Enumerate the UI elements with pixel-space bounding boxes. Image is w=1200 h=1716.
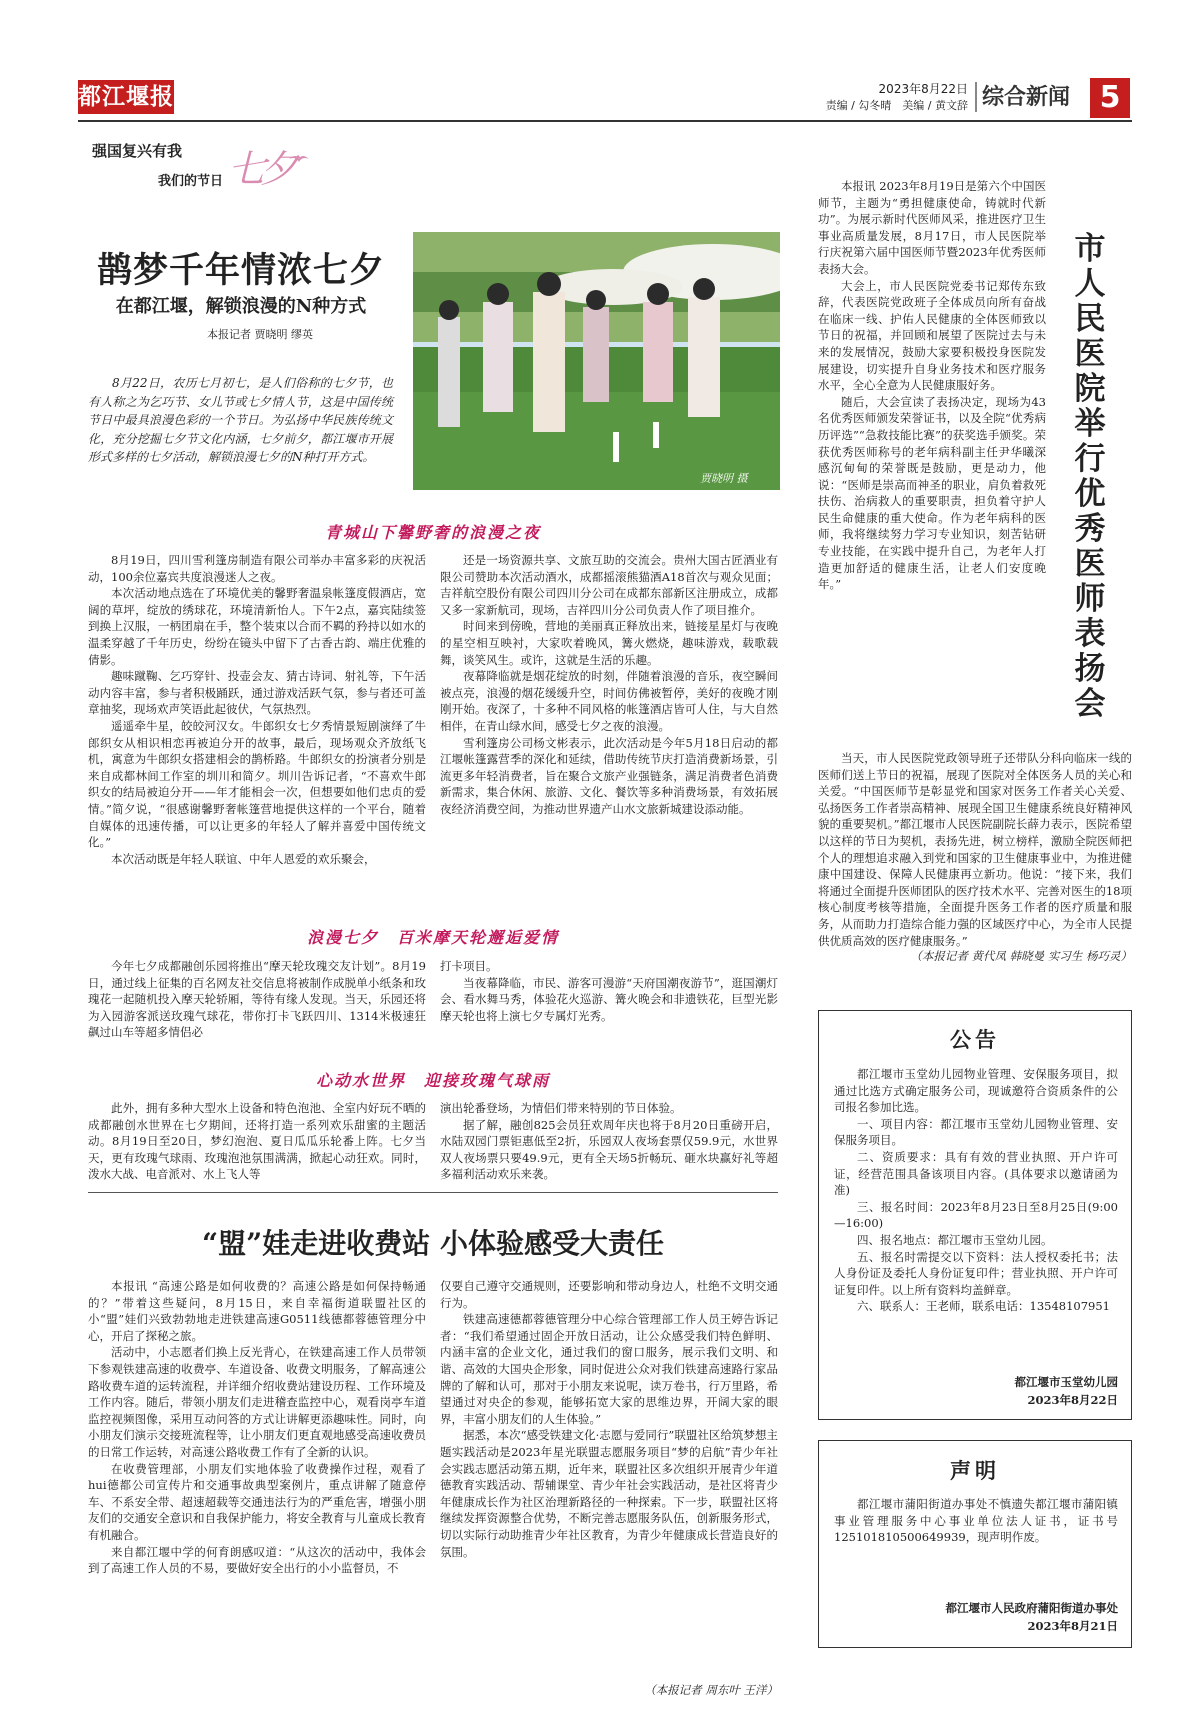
doctors-col2 [818,750,1132,949]
doctors-title: 市人民医院举行优秀医师表扬会 [1074,231,1106,722]
page-number: 5 [1090,78,1130,118]
qixi-sec3-right [440,1100,778,1183]
issue-date: 2023年8月22日 [878,82,968,96]
paragraph: 时间来到傍晚，营地的美丽真正释放出来，链接星星灯与夜晚的星空相互映衬，大家吹着晚风，篝火燃烧，趣味游戏，载歌载舞，谈笑风生。或许，这就是生活的乐趣。 [440,619,778,667]
qixi-title: 鹊梦千年情浓七夕 [96,250,385,291]
paragraph: 据悉，本次“感受铁建文化·志愿与爱同行”联盟社区给筑梦想主题实践活动是2023年星光联盟志愿服务项目“梦的启航”青少年社会实践志愿活动第五期，近年来，联盟社区多次组织开展青少年道德教育实践活动、帮辅课堂、青少年社会实践活动，是社区将青少年健康成长作为社区治理新路径的一种探索。下一步，联盟社区将继续发挥资源整合优势，不断完善志愿服务队伍，创新服务形式，切以实际行动助推青少年社区教育，为青少年健康成长营造良好的氛围。 [440,1428,778,1559]
paragraph: 五、报名时需提交以下资料：法人授权委托书；法人身份证及委托人身份证复印件；营业执照、开户许可证复印件。以上所有资料均盖鲜章。 [834,1249,1118,1297]
qixi-art-char: 七夕 [228,147,293,191]
paragraph: 铁建高速德都蓉德管理分中心综合管理部工作人员王婷告诉记者：“我们希望通过固企开放日活动，让公众感受我们特色鲜明、内涵丰富的企业文化，通过我们的窗口服务，展示我们文明、和谐、高效的大国央企形象，同时促进公众对我们铁建高速路行家品牌的了解和认可，那对于小朋友来说呢，读万卷书，行万里路，希望通过对央企的参观，能够拓宽大家的思维边界，开阔大家的眼界，丰富小朋友们的人生体验。” [440,1312,778,1426]
paragraph: 还是一场资源共享、文旅互助的交流会。贵州大国古匠酒业有限公司赞助本次活动酒水，成都摇滚熊猫酒A18首次与观众见面；吉祥航空股份有限公司四川分公司在成都东部新区注册成立，成都又多一家新航司，现场，吉祥四川分公司负责人作了项目推介。 [440,553,778,617]
notice-title: 公告 [950,1027,1000,1052]
notice-date: 2023年8月22日 [1027,1393,1118,1407]
paragraph: 雪利篷房公司杨文彬表示，此次活动是今年5月18日启动的都江堰帐篷露营季的深化和延续，借助传统节庆打造消费新场景，引流更多年轻消费者，旨在聚合文旅产业强链条，满足消费者色消费新需求，集合休闲、旅游、文化、餐饮等多种消费场景，有效拓展夜经济消费空间，为推动世界遗产山水文旅新城建设添动能。 [440,735,778,816]
paragraph: 本报讯 2023年8月19日是第六个中国医师节，主题为“勇担健康使命，铸就时代新功”。为展示新时代医师风采，推进医疗卫生事业高质量发展，8月17日，市人民医院举行庆祝第六届中国医师节暨2023年优秀医师表扬大会。 [818,179,1046,276]
toll-byline: （本报记者 周东叶 王洋） [644,1683,778,1697]
qixi-subtitle: 在都江堰，解锁浪漫的N种方式 [115,296,367,317]
paragraph: 本次活动地点选在了环境优美的馨野奢温泉帐篷度假酒店，宽阔的草坪，绽放的绣球花，环境清新怡人。下午2点，嘉宾陆续签到换上汉服，一柄团扇在手，整个装束以合而不羁的矜持以如水的温柔穿越了千年历史，纷纷在镜头中留下了古香古韵、端庄优雅的倩影。 [88,586,426,667]
doctors-byline: （本报记者 黄代凤 韩晓曼 实习生 杨巧灵） [910,949,1132,963]
banner-line1: 强国复兴有我 [92,142,183,160]
paragraph: 夜幕降临就是烟花绽放的时刻，伴随着浪漫的音乐，夜空瞬间被点亮，浪漫的烟花缓缓升空，时间仿佛被暂停，美好的夜晚才刚刚开始。夜深了，十多种不同风格的帐篷酒店皆可人住，与大自然相伴，在青山绿水间，感受七夕之夜的浪漫。 [440,669,778,733]
statement-date: 2023年8月21日 [1027,1619,1118,1633]
statement-text [834,1496,1118,1546]
header-rule [78,120,1132,122]
editors: 责编 / 勾冬晴 美编 / 黄文辞 [825,99,968,112]
paragraph: 四、报名地点：都江堰市玉堂幼儿园。 [857,1232,1053,1247]
header-divider [975,82,977,112]
qixi-sec3-left [88,1100,426,1183]
qixi-sec1-left [88,552,426,867]
paragraph: 据了解，融创825会员狂欢周年庆也将于8月20日重磅开启，水陆双园门票钜惠低至2折，乐园双人夜场套票仅59.9元，水世界双人夜场票只要49.9元，更有全天场5折畅玩、砸水块赢好礼等超多福利活动欢乐来袭。 [440,1117,778,1182]
notice-org: 都江堰市玉堂幼儿园 [1014,1375,1118,1389]
paragraph: 都江堰市蒲阳街道办事处不慎遗失都江堰市蒲阳镇事业管理服务中心事业单位法人证书，证书号125101810500649939，现声明作废。 [834,1497,1118,1545]
statement-title: 声明 [950,1458,1000,1483]
section-name: 综合新闻 [982,84,1071,110]
qixi-sec2-right [440,958,778,1024]
paragraph: 当天，市人民医院党政领导班子还带队分科向临床一线的医师们送上节日的祝福，展现了医院对全体医务人员的关心和关爱。“中国医师节是彰显党和国家对医务工作者关心关爱、弘扬医务工作者崇高精神、展现全国卫生健康系统良好精神风貌的重要契机。”都江堰市人民医院副院长薛力表示，医院希望以这样的节日为契机，表扬先进，树立榜样，激励全院医师把个人的理想追求融入到党和国家的卫生健康事业中，为推进健康中国建设、保障人民健康再立新功。他说：“接下来，我们将通过全面提升医师团队的医疗技术水平、完善对医生的18项核心制度考核等措施，全面提升医务工作者的医疗质量和服务，从而助力打造综合能力强的区域医疗中心，为全市人民提供优质高效的医疗健康服务。” [818,751,1132,948]
paragraph: 一、项目内容：都江堰市玉堂幼儿园物业管理、安保服务项目。 [834,1116,1118,1148]
paragraph: 本次活动既是年轻人联谊、中年人恩爱的欢乐聚会， [111,851,376,866]
qixi-subheading-3: 心动水世界 迎接玫瑰气球雨 [315,1071,550,1090]
paragraph: 六、联系人：王老师，联系电话：13548107951 [857,1299,1110,1314]
logo-text: 都江堰报 [78,83,174,110]
paragraph: 8月19日，四川雪利篷房制造有限公司举办丰富多彩的庆祝活动，100余位嘉宾共度浪漫迷人之夜。 [88,553,426,584]
paragraph: 此外，拥有多种大型水上设备和特色泡池、全室内好玩不晒的成都融创水世界在七夕期间，还将打造一系列欢乐甜蜜的主题活动。8月19日至20日，梦幻泡泡、夏日瓜瓜乐轮番上阵。七夕当天，更有玫瑰气球雨、玫瑰泡池氛围满满，掀起心动狂欢。同时，泼水大战、电音派对、水上飞人等 [88,1101,426,1182]
toll-title: “盟”娃走进收费站 小体验感受大责任 [202,1227,664,1260]
paragraph: 当夜幕降临，市民、游客可漫游“天府国潮夜游节”，逛国潮灯会、看水舞马秀，体验花火巡游、篝火晚会和非遗铁花，巨型光影摩天轮也将上演七夕专属灯光秀。 [440,975,778,1023]
paragraph: 打卡项目。 [440,959,498,973]
statement-org: 都江堰市人民政府蒲阳街道办事处 [945,1601,1118,1615]
qixi-sec2-left [88,958,426,1041]
paragraph: 在收费管理部，小朋友们实地体验了收费操作过程，观看了hui德都公司宣传片和交通事故典型案例片，重点讲解了随意停车、不系安全带、超速超载等交通违法行为的严重危害，增强小朋友们的交通安全意识和自我保护能力，将安全教育与儿童成长教育有机融合。 [88,1461,426,1542]
paragraph: 活动中，小志愿者们换上反光背心，在铁建高速工作人员带领下参观铁建高速的收费亭、车道设备、收费文明服务，了解高速公路收费车道的运转流程，并详细介绍收费站建设历程、工作环境及工作内容。随后，带领小朋友们走进稽查监控中心，观看岗亭车道监控视频图像，采用互动问答的方式让讲解更添趣味性。同时，向小朋友们演示交接班流程等，让小朋友们更直观地感受高速收费员的日常工作运转，对高速公路收费工作有了全新的认识。 [88,1345,426,1459]
paragraph: 三、报名时间：2023年8月23日至8月25日(9:00—16:00) [834,1199,1118,1231]
qixi-subheading-2: 浪漫七夕 百米摩天轮邂逅爱情 [306,928,559,947]
banner-line2: 我们的节日 [158,174,224,189]
doctors-col1 [818,178,1046,593]
qixi-lead: 8月22日，农历七月初七，是人们俗称的七夕节，也有人称之为乞巧节、女儿节或七夕情人节，这是中国传统节日中最具浪漫色彩的一个节日。为弘扬中华民族传统文化，充分挖掘七夕节文化内涵，七夕前夕，都江堰市开展形式多样的七夕活动，解锁浪漫七夕的N种打开方式。 [88,376,393,465]
paragraph: 演出轮番登场，为情侣们带来特别的节日体验。 [440,1101,682,1115]
photo-caption: 贾晓明 摄 [700,472,748,485]
paragraph: 随后，大会宣读了表扬决定，现场为43名优秀医师颁发荣誉证书，以及全院“优秀病历评选”“急救技能比赛”的获奖选手颁奖。荣获优秀医师称号的老年病科副主任尹华曦深感沉甸甸的荣誉既是鼓励，更是动力，他说：“医师是崇高而神圣的职业，肩负着救死扶伤、治病救人的重要职责，担负着守护人民生命健康的重大使命。作为老年病科的医师，我将继续努力学习专业知识，刻苦钻研专业技能，在实践中提升自己，为老年人打造更加舒适的健康生活，让老人们安度晚年。” [818,394,1046,592]
paragraph: 大会上，市人民医院党委书记郑传东致辞，代表医院党政班子全体成员向所有奋战在临床一线、护佑人民健康的全体医师致以节日的祝福，并回顾和展望了医院过去与未来的发展情况，鼓励大家要积极投身医院发展建设，切实提升自身业务技术和医疗服务水平，全心全意为人民健康服好务。 [818,278,1046,393]
masthead-logo [78,80,174,114]
toll-right-col [440,1278,778,1560]
paragraph: 都江堰市玉堂幼儿园物业管理、安保服务项目，拟通过比选方式确定服务公司，现诚邀符合资质条件的公司报名参加比选。 [834,1067,1118,1115]
toll-left-col [88,1278,426,1577]
qixi-byline: 本报记者 贾晓明 缪英 [207,328,313,341]
notice-body [834,1066,1118,1315]
qixi-sec1-right [440,552,778,818]
paragraph: 趣味蹴鞠、乞巧穿针、投壶会友、猜古诗词、射礼等，下午活动内容丰富，参与者积极踊跃，通过游戏活跃气氛，参与者还可盖章抽奖，现场欢声笑语此起彼伏，气氛热烈。 [88,669,426,717]
swallow-icon [288,152,310,166]
paragraph: 仅要自己遵守交通规则，还要影响和带动身边人，杜绝不文明交通行为。 [440,1279,778,1310]
paragraph: 来自都江堰中学的何育朗感叹道：“从这次的活动中，我体会到了高速工作人员的不易，要做好安全出行的小小监督员，不 [88,1544,426,1576]
paragraph: 今年七夕成都融创乐园将推出“摩天轮玫瑰交友计划”。8月19日，通过线上征集的百名网友社交信息将被制作成脱单小纸条和玫瑰花一起随机投入摩天轮轿厢，等待有缘人发现。当天，乐园还将为入园游客派送玫瑰气球花，带你打卡飞跃四川、1314米极速狂飙过山车等超多情侣必 [88,959,426,1040]
paragraph: 二、资质要求：具有有效的营业执照、开户许可证，经营范围具备该项目内容。(具体要求以邀请函为准) [834,1149,1118,1198]
qixi-photo [413,232,780,490]
qixi-subheading-1: 青城山下馨野奢的浪漫之夜 [324,523,541,542]
paragraph: 本报讯 “高速公路是如何收费的？高速公路是如何保持畅通的？”带着这些疑问，8月15日，来自幸福街道联盟社区的小“盟”娃们兴致勃勃地走进铁建高速G0511线德都蓉德管理分中心，开启了探秘之旅。 [88,1279,426,1343]
paragraph: 遥遥牵牛星，皎皎河汉女。牛郎织女七夕秀情景短剧演绎了牛郎织女从相识相恋再被迫分开的故事，最后，现场观众齐放纸飞机，寓意为牛郎织女搭建相会的鹊桥路。牛郎织女的扮演者分别是来自成都林间工作室的圳川和简夕。圳川告诉记者，“不喜欢牛郎织女的结局被迫分开——年才能相会一次，但想要如他们忠贞的爱情。”简夕说，“很感谢馨野奢帐篷营地提供这样的一个平台，随着自媒体的迅速传播，可以让更多的年轻人了解并喜爱中国传统文化。” [88,718,426,850]
section-divider [88,1192,778,1193]
